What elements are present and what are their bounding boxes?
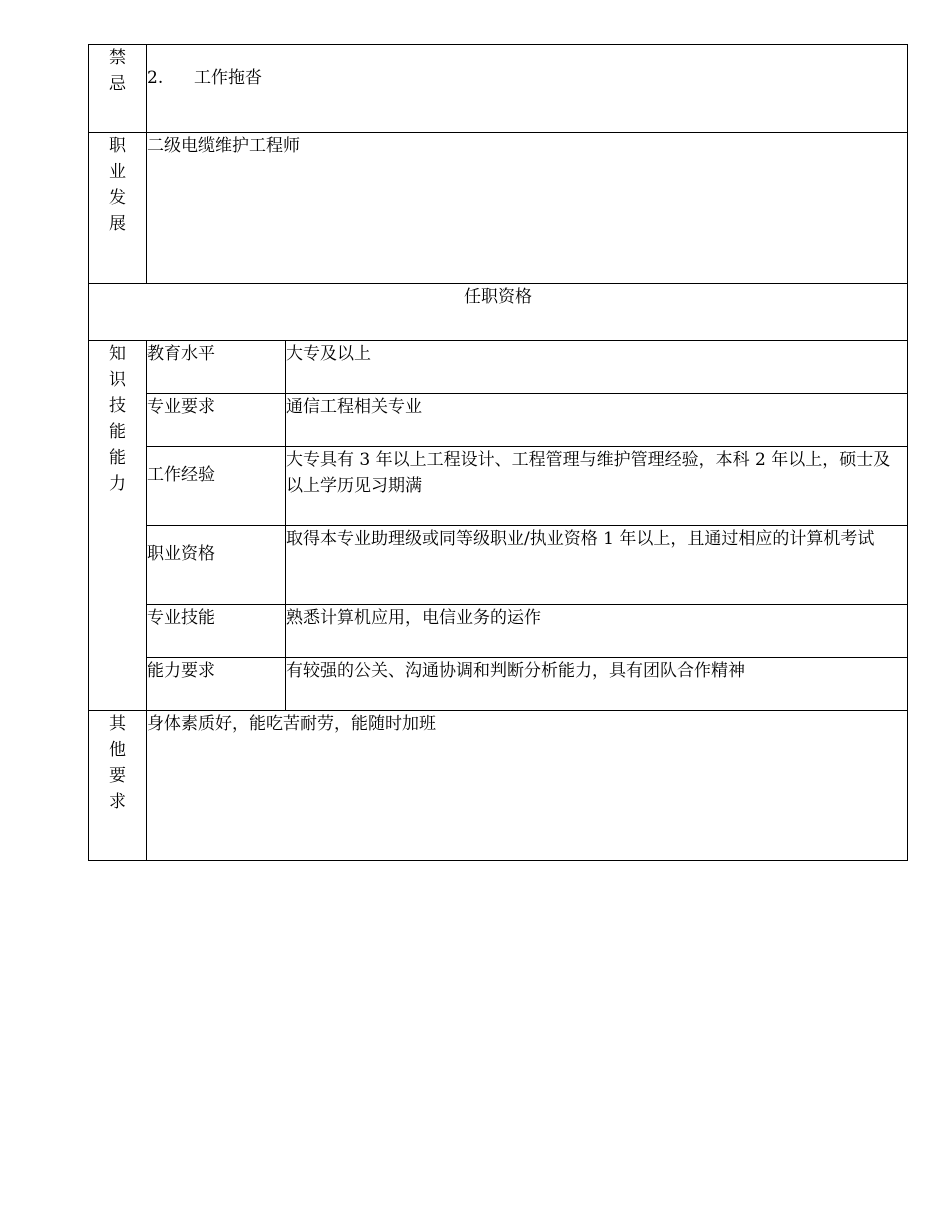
career-label-char: 发 <box>109 188 126 208</box>
other-content <box>147 711 908 861</box>
qualification-header-row <box>89 284 908 341</box>
knowledge-row <box>89 341 908 394</box>
knowledge-label-char: 能 <box>109 422 126 442</box>
taboo-label-char: 忌 <box>109 74 126 94</box>
career-label <box>89 133 147 284</box>
career-text: 二级电缆维护工程师 <box>147 136 300 156</box>
career-label-char: 展 <box>109 214 126 234</box>
taboo-row <box>89 45 908 133</box>
knowledge-row <box>89 526 908 605</box>
other-label-char: 他 <box>109 740 126 760</box>
career-row <box>89 133 908 284</box>
other-row <box>89 711 908 861</box>
job-description-table <box>88 44 908 861</box>
taboo-content <box>147 45 908 133</box>
ability-label: 能力要求 <box>147 658 286 711</box>
career-content <box>147 133 908 284</box>
knowledge-label-char: 识 <box>109 370 126 390</box>
major-label: 专业要求 <box>147 394 286 447</box>
ability-value: 有较强的公关、沟通协调和判断分析能力，具有团队合作精神 <box>286 658 908 711</box>
career-label-char: 职 <box>109 136 126 156</box>
education-value: 大专及以上 <box>286 341 908 394</box>
experience-value: 大专具有 3 年以上工程设计、工程管理与维护管理经验，本科 2 年以上，硕士及以上学历见习期满 <box>286 447 908 526</box>
knowledge-label-char: 知 <box>109 344 126 364</box>
experience-label: 工作经验 <box>147 447 286 526</box>
skills-value: 熟悉计算机应用，电信业务的运作 <box>286 605 908 658</box>
qualification-header: 任职资格 <box>89 284 908 341</box>
other-label <box>89 711 147 861</box>
career-label-char: 业 <box>109 162 126 182</box>
knowledge-row <box>89 605 908 658</box>
knowledge-label <box>89 341 147 711</box>
knowledge-label-char: 能 <box>109 448 126 468</box>
certification-label: 职业资格 <box>147 526 286 605</box>
taboo-item-text: 工作拖沓 <box>194 68 262 88</box>
knowledge-row <box>89 658 908 711</box>
certification-value: 取得本专业助理级或同等级职业/执业资格 1 年以上，且通过相应的计算机考试 <box>286 526 908 605</box>
knowledge-row <box>89 394 908 447</box>
knowledge-label-char: 力 <box>109 474 126 494</box>
other-label-char: 要 <box>109 766 126 786</box>
other-text: 身体素质好，能吃苦耐劳，能随时加班 <box>147 714 436 734</box>
major-value: 通信工程相关专业 <box>286 394 908 447</box>
skills-label: 专业技能 <box>147 605 286 658</box>
other-label-char: 求 <box>109 792 126 812</box>
other-label-char: 其 <box>109 714 126 734</box>
knowledge-row <box>89 447 908 526</box>
taboo-item-number: 2. <box>147 68 164 88</box>
taboo-label-char: 禁 <box>109 48 126 68</box>
education-label: 教育水平 <box>147 341 286 394</box>
taboo-label <box>89 45 147 133</box>
knowledge-label-char: 技 <box>109 396 126 416</box>
